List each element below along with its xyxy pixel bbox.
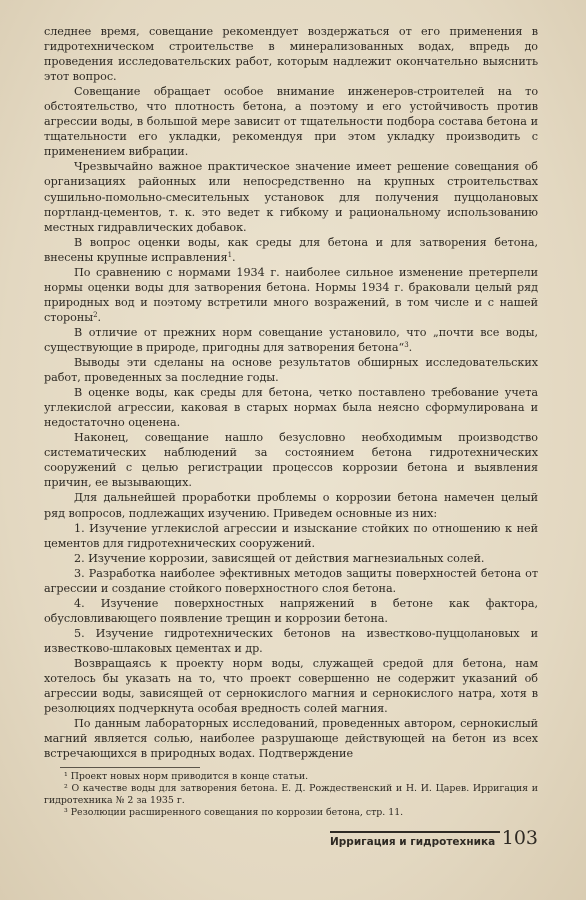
footnote: ¹ Проект новых норм приводится в конце статьи. bbox=[64, 771, 309, 783]
paragraph: Чрезвычайно важное практическое значение имеет решение совещания об организациях районных или непосредственно на крупных строительствах сушильно-помольно-смесительных установок для получения пуццолановых портланд-цементов, т. к. это ведет к гибкому и рациональному использованию местных гидравлических добавок. bbox=[44, 160, 538, 234]
paragraph: Наконец, совещание нашло безусловно необходимым производство систематических наблюдений за состоянием бетона гидротехнических сооружений с целью регистрации процессов коррозии бетона и выявления причин, ее вызывающих. bbox=[44, 431, 538, 490]
list-item: 1. Изучение углекислой агрессии и изыскание стойких по отношению к ней цементов для гидротехнических сооружений. bbox=[44, 521, 538, 550]
running-foot bbox=[330, 828, 538, 848]
footnotes bbox=[44, 771, 538, 819]
paragraph: В оценке воды, как среды для бетона, четко поставлено требование учета углекислой агрессии, каковая в старых нормах была неясно сформулирована и недостаточно оценена. bbox=[44, 386, 538, 430]
paragraph: Выводы эти сделаны на основе результатов обширных исследовательских работ, проведенных за последние годы. bbox=[44, 356, 538, 385]
footnote-divider bbox=[60, 767, 200, 768]
paragraph: следнее время, совещание рекомендует воздержаться от его применения в гидротехническом строительстве в минерализованных водах, впредь до проведения исследовательских работ, которым надлежит окончательно выяснить этот вопрос. bbox=[44, 25, 538, 84]
article-body bbox=[44, 24, 538, 761]
paragraph: По данным лабораторных исследований, проведенных автором, сернокислый магний является солью, наиболее разрушающе действующей на бетон из всех встречающихся в природных водах. Подтверждение bbox=[44, 717, 538, 761]
paragraph: Для дальнейшей проработки проблемы о коррозии бетона намечен целый ряд вопросов, подлежащих изучению. Приведем основные из них: bbox=[44, 491, 538, 520]
paragraph: Возвращаясь к проекту норм воды, служащей средой для бетона, нам хотелось бы указать на то, что проект совершенно не содержит указаний об агрессии воды, зависящей от сернокислого магния и сернокислого натра, хотя в резолюциях подчеркнута особая вредность солей магния. bbox=[44, 656, 538, 716]
footnote-ref: 3 bbox=[404, 340, 409, 349]
page-number: 103 bbox=[501, 827, 538, 849]
footnote: ³ Резолюции расширенного совещания по коррозии бетона, стр. 11. bbox=[64, 807, 404, 819]
journal-title: Ирригация и гидротехника bbox=[330, 836, 496, 848]
paragraph: Совещание обращает особое внимание инженеров-строителей на то обстоятельство, что плотность бетона, а поэтому и его устойчивость против агрессии воды, в большой мере зависит от тщательности подбора состава бетона и тщательности его укладки, рекомендуя при этом укладку производить с применением вибрации. bbox=[44, 85, 538, 159]
footnote-ref: 2 bbox=[93, 310, 98, 319]
paragraph: В вопрос оценки воды, как среды для бетона и для затворения бетона, внесены крупные исправления$^1$. bbox=[44, 235, 538, 264]
list-item: 3. Разработка наиболее эфективных методов защиты поверхностей бетона от агрессии и создание стойкого поверхностного слоя бетона. bbox=[44, 566, 538, 595]
paragraph: В отличие от прежних норм совещание установило, что „почти все воды, существующие в природе, пригодны для затворения бетона“$^3$. bbox=[44, 325, 538, 354]
list-item: 5. Изучение гидротехнических бетонов на известково-пуццолановых и известково-шлаковых цементах и др. bbox=[44, 626, 538, 655]
list-item: 4. Изучение поверхностных напряжений в бетоне как фактора, обусловливающего появление трещин и коррозии бетона. bbox=[44, 596, 538, 625]
list-item: 2. Изучение коррозии, зависящей от действия магнезиальных солей. bbox=[74, 551, 485, 565]
footnote-ref: 1 bbox=[227, 250, 232, 259]
paragraph: По сравнению с нормами 1934 г. наиболее сильное изменение претерпели нормы оценки воды для затворения бетона. Нормы 1934 г. браковали целый ряд природных вод и поэтому встретили много возражений, в том числе и с нашей стороны$^2$. bbox=[44, 265, 538, 324]
footnote: ² О качестве воды для затворения бетона. Е. Д. Рождественский и Н. И. Царев. Ирригация и гидротехника № 2 за 1935 г. bbox=[44, 783, 538, 807]
